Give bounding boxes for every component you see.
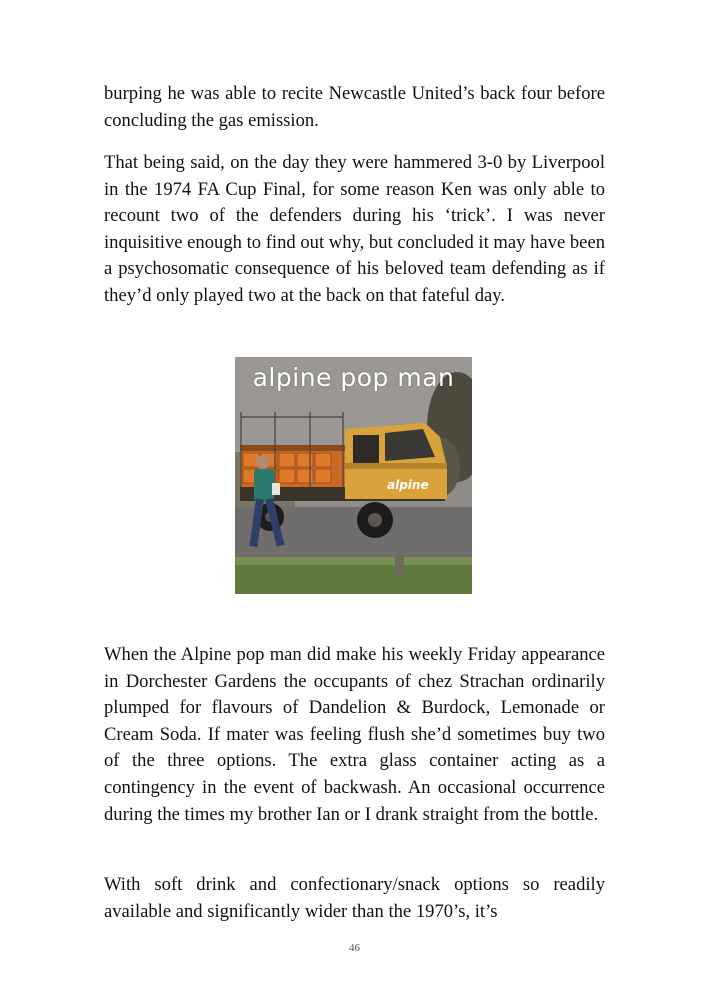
- photo-caption: alpine pop man: [252, 363, 455, 392]
- photo-illustration: [235, 357, 472, 594]
- alpine-pop-man-photo: [235, 357, 472, 594]
- paragraph-4: With soft drink and confectionary/snack options so readily available and significantly wider than the 1970’s, it’s: [104, 874, 605, 922]
- paragraph-3: When the Alpine pop man did make his weekly Friday appearance in Dorchester Gardens the occupants of chez Strachan ordinarily plumped for flavours of Dandelion & Burdock, Lemonade or Cream Soda. If mater was feeling flush she’d sometimes buy two of the three options. The extra glass container acting as a contingency in the event of backwash. An occasional occurrence during the times my brother Ian or I drank straight from the bottle.: [104, 644, 605, 825]
- truck-logo: alpine: [387, 478, 429, 492]
- paragraph-1: burping he was able to recite Newcastle United’s back four before concluding the gas emission.: [104, 83, 605, 131]
- page-number: 46: [349, 942, 360, 954]
- paragraph-2: That being said, on the day they were hammered 3-0 by Liverpool in the 1974 FA Cup Final, for some reason Ken was only able to recount two of the defenders during his ‘trick’. I was never inquisitive enough to find out why, but concluded it may have been a psychosomatic consequence of his beloved team defending as if they’d only played two at the back on that fateful day.: [104, 152, 605, 306]
